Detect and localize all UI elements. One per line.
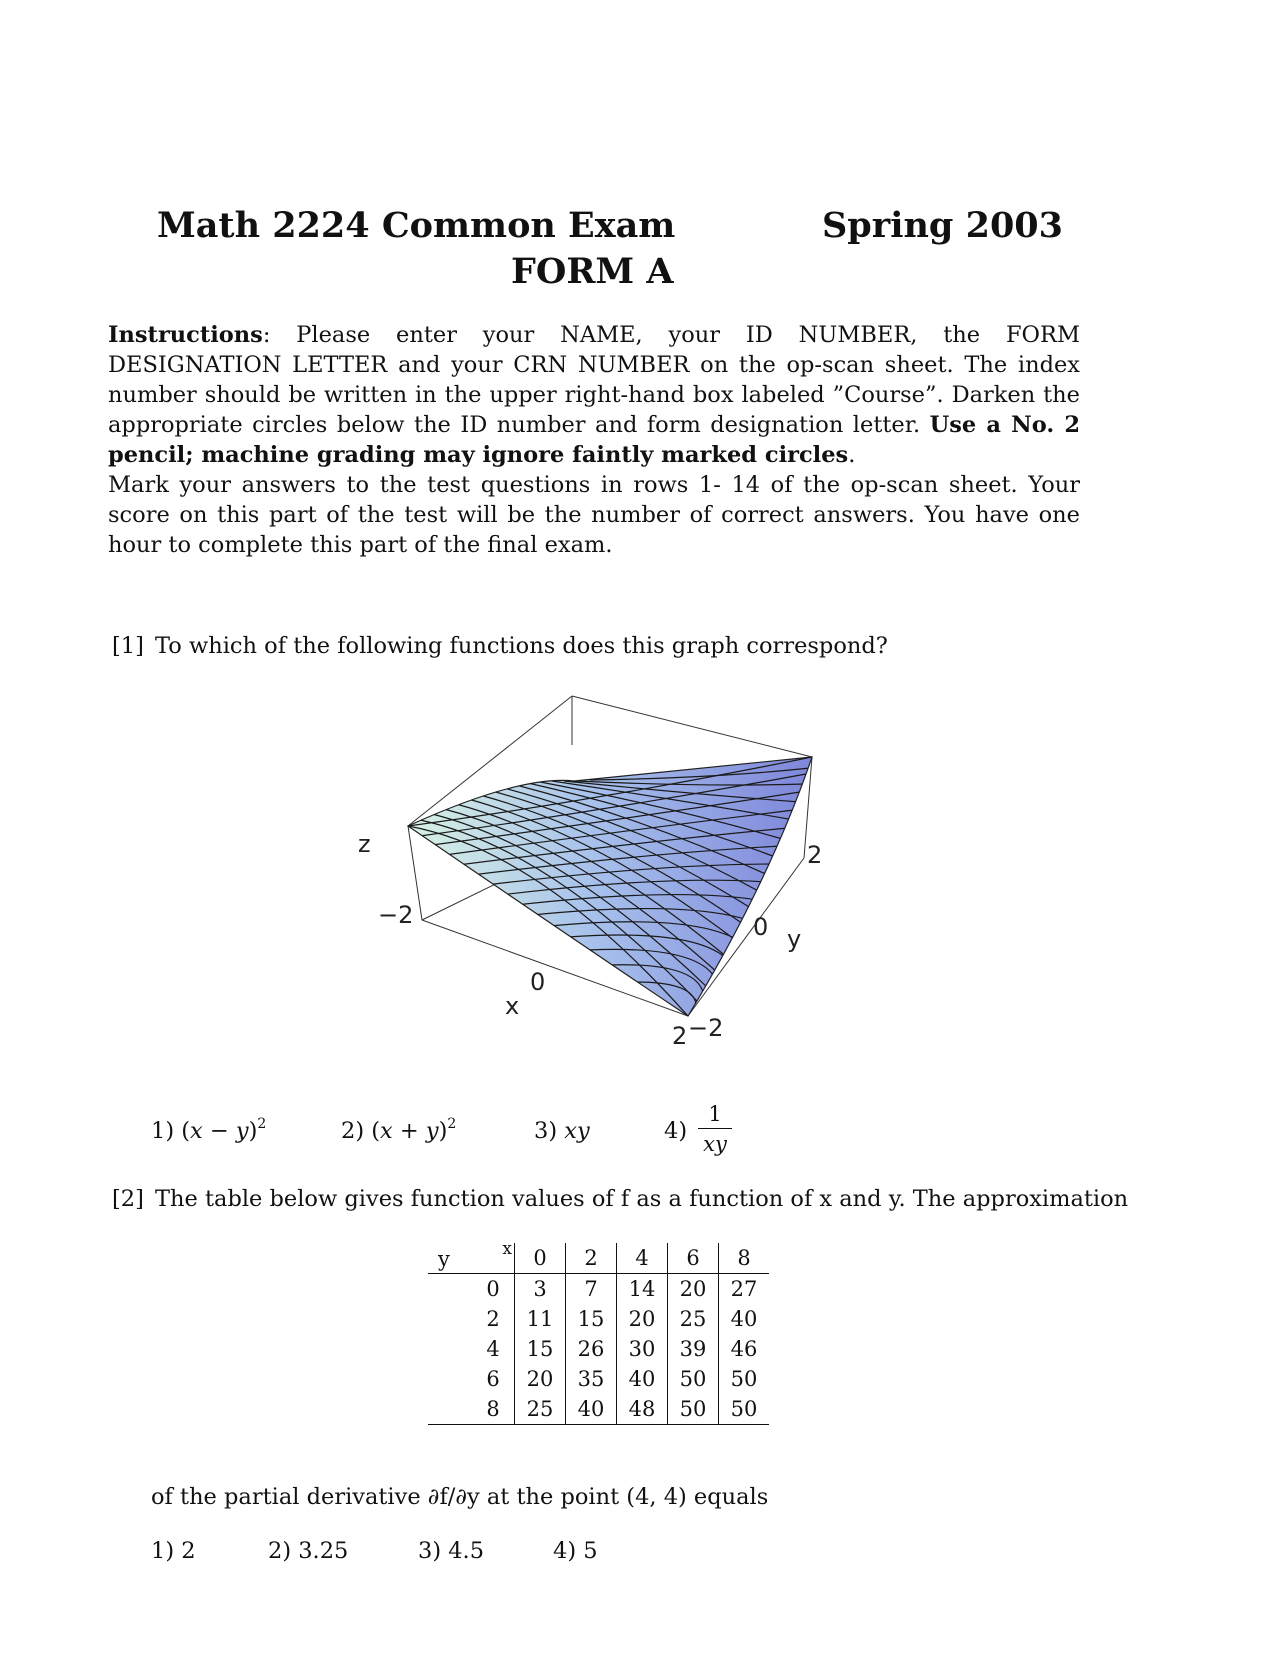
q2-choice-3: 3) 4.5 bbox=[418, 1538, 485, 1564]
exam-form: FORM A bbox=[511, 251, 674, 292]
table-y-value: 0 bbox=[486, 1277, 500, 1301]
table-row bbox=[428, 1334, 769, 1364]
table-x-value: 6 bbox=[668, 1243, 719, 1274]
table-cell: 50 bbox=[719, 1394, 770, 1425]
table-y-value: 6 bbox=[486, 1367, 500, 1391]
axis-tick-x-0: 0 bbox=[530, 968, 546, 996]
q2-choice-2: 2) 3.25 bbox=[268, 1538, 349, 1564]
table-cell: 7 bbox=[566, 1274, 617, 1305]
table-corner bbox=[428, 1239, 515, 1274]
table-cell: 40 bbox=[566, 1394, 617, 1425]
q2-choice-4: 4) 5 bbox=[553, 1538, 598, 1564]
table-cell: 14 bbox=[617, 1274, 668, 1305]
axis-tick-x-2: 2 bbox=[672, 1022, 688, 1050]
table-cell: 30 bbox=[617, 1334, 668, 1364]
table-cell: 20 bbox=[617, 1304, 668, 1334]
table-row bbox=[428, 1394, 769, 1425]
exam-title: Math 2224 Common Exam bbox=[157, 205, 676, 246]
table-y-value: 4 bbox=[486, 1337, 500, 1361]
table-cell: 26 bbox=[566, 1334, 617, 1364]
table-y-value: 8 bbox=[472, 1394, 515, 1425]
q1-choice-2: 2) $(x + y)^2$ bbox=[341, 1116, 457, 1144]
table-row bbox=[428, 1274, 769, 1305]
q1-choice-4-fraction bbox=[698, 1102, 732, 1157]
question-2-followup: of the partial derivative ∂f/∂y at the point (4, 4) equals bbox=[151, 1484, 769, 1510]
table-y-value: 2 bbox=[486, 1307, 500, 1331]
axis-tick-y-2: 2 bbox=[807, 841, 823, 869]
table-x-value: 4 bbox=[617, 1243, 668, 1274]
table-cell: 50 bbox=[719, 1364, 770, 1394]
q1-choice-3: 3) xy bbox=[534, 1118, 590, 1144]
q1-choice-4-number: 4) bbox=[664, 1118, 688, 1144]
table-cell: 48 bbox=[617, 1394, 668, 1425]
table-x-value: 2 bbox=[566, 1243, 617, 1274]
table-cell: 39 bbox=[668, 1334, 719, 1364]
table-cell: 25 bbox=[668, 1304, 719, 1334]
table-y-label: y bbox=[438, 1247, 450, 1271]
table-row bbox=[428, 1304, 769, 1334]
table-cell: 15 bbox=[566, 1304, 617, 1334]
axis-tick-y-neg2: −2 bbox=[688, 1014, 724, 1042]
q1-choice-1: 1) $(x - y)^2$ bbox=[151, 1116, 267, 1144]
table-cell: 35 bbox=[566, 1364, 617, 1394]
instructions-period: . bbox=[848, 442, 856, 468]
table-cell: 25 bbox=[515, 1394, 566, 1425]
axis-tick-z-neg2: −2 bbox=[378, 901, 414, 929]
table-cell: 3 bbox=[515, 1274, 566, 1305]
instructions-scoring: Mark your answers to the test questions in rows 1- 14 of the op-scan sheet. Your score on this part of the test will be the number of correct answers. You have one hour to complete this part of the final exam. bbox=[108, 472, 1080, 558]
axis-label-y: y bbox=[787, 925, 802, 953]
table-cell: 50 bbox=[668, 1364, 719, 1394]
table-cell: 50 bbox=[668, 1394, 719, 1425]
table-row bbox=[428, 1364, 769, 1394]
table-cell: 20 bbox=[668, 1274, 719, 1305]
table-cell: 15 bbox=[515, 1334, 566, 1364]
question-1-number: [1] bbox=[112, 633, 144, 659]
instructions-label: Instructions bbox=[108, 322, 263, 348]
q2-choice-1: 1) 2 bbox=[151, 1538, 196, 1564]
table-cell: 46 bbox=[719, 1334, 770, 1364]
table-header-row bbox=[428, 1243, 769, 1274]
fraction-numerator: 1 bbox=[708, 1102, 722, 1126]
fraction-bar bbox=[698, 1128, 732, 1129]
table-cell: 40 bbox=[719, 1304, 770, 1334]
question-2 bbox=[112, 1186, 1128, 1212]
table-cell: 40 bbox=[617, 1364, 668, 1394]
axis-label-z: z bbox=[358, 830, 371, 858]
table-cell: 27 bbox=[719, 1274, 770, 1305]
instructions-pencil-note: Use a No. 2 pencil; machine grading may ignore faintly marked circles bbox=[108, 412, 1080, 468]
question-2-number: [2] bbox=[112, 1186, 144, 1212]
table-cell: 20 bbox=[515, 1364, 566, 1394]
table-x-value: 8 bbox=[719, 1243, 770, 1274]
instructions-text: : Please enter your NAME, your ID NUMBER, the FORM DESIGNATION LETTER and your CRN NUMBER on the op-scan sheet. The index number should be written in the upper right-hand box labeled ”Course”. Darken the appropriate circles below the ID number and form designation letter. bbox=[108, 322, 1080, 438]
table-x-label: x bbox=[502, 1239, 512, 1259]
exam-term: Spring 2003 bbox=[822, 205, 1064, 246]
fraction-denominator: xy bbox=[703, 1132, 727, 1156]
table-x-value: 0 bbox=[515, 1243, 566, 1274]
function-value-table bbox=[428, 1239, 769, 1425]
axis-label-x: x bbox=[505, 992, 520, 1020]
table-cell: 11 bbox=[515, 1304, 566, 1334]
question-1-text: To which of the following functions does this graph correspond? bbox=[155, 633, 888, 659]
axis-tick-y-0: 0 bbox=[753, 913, 769, 941]
question-2-text: The table below gives function values of f as a function of x and y. The approximation bbox=[155, 1186, 1129, 1212]
